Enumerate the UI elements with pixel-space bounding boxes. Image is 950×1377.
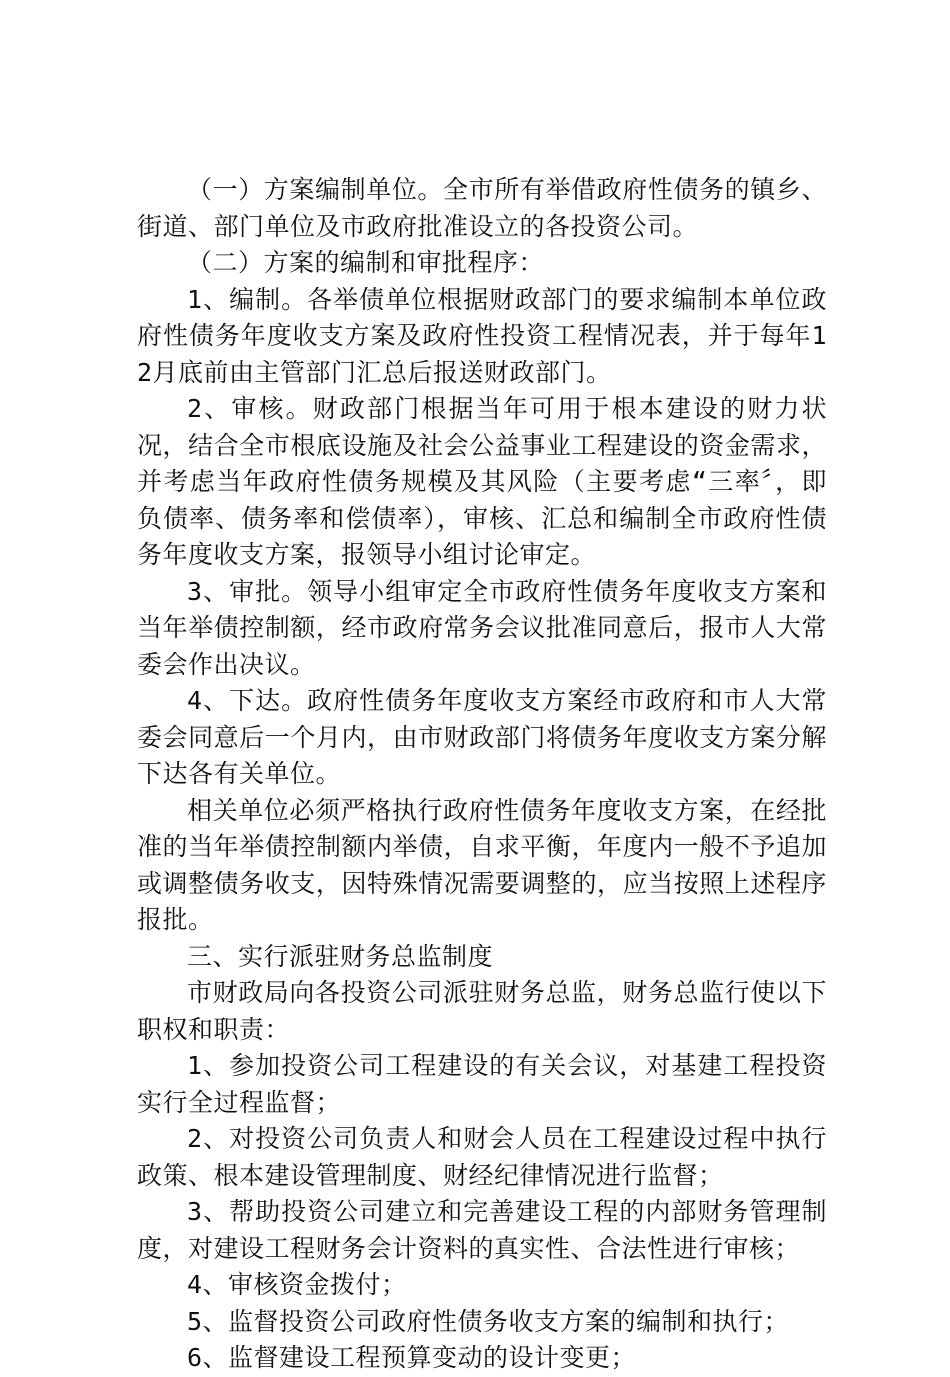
paragraph-execution: 相关单位必须严格执行政府性债务年度收支方案，在经批准的当年举债控制额内举债，自求平衡，年度内一般不予追加或调整债务收支，因特殊情况需要调整的，应当按照上述程序报批。: [137, 795, 827, 934]
document-body: [137, 172, 827, 1377]
paragraph-review: 2、审核。财政部门根据当年可用于根本建设的财力状况，结合全市根底设施及社会公益事业工程建设的资金需求，并考虑当年政府性债务规模及其风险（主要考虑“三率〞，即负债率、债务率和偿债率），审核、汇总和编制全市政府性债务年度收支方案，报领导小组讨论审定。: [137, 394, 827, 569]
list-item-duty-6: 6、监督建设工程预算变动的设计变更；: [187, 1343, 637, 1372]
paragraph-procedure-heading: （二）方案的编制和审批程序：: [187, 248, 545, 277]
section-heading-finance-director: 三、实行派驻财务总监制度: [187, 941, 494, 971]
list-item-duty-4: 4、审核资金拨付；: [187, 1270, 407, 1299]
paragraph-compile: 1、编制。各举债单位根据财政部门的要求编制本单位政府性债务年度收支方案及政府性投资工程情况表，并于每年12月底前由主管部门汇总后报送财政部门。: [137, 284, 827, 387]
list-item-duty-2: 2、对投资公司负责人和财会人员在工程建设过程中执行政策、根本建设管理制度、财经纪律情况进行监督；: [137, 1124, 827, 1190]
list-item-duty-5: 5、监督投资公司政府性债务收支方案的编制和执行；: [187, 1306, 790, 1336]
list-item-duty-1: 1、参加投资公司工程建设的有关会议，对基建工程投资实行全过程监督；: [137, 1051, 827, 1117]
paragraph-director-duties: 市财政局向各投资公司派驻财务总监，财务总监行使以下职权和职责：: [137, 978, 827, 1044]
paragraph-plan-unit: （一）方案编制单位。全市所有举借政府性债务的镇乡、街道、部门单位及市政府批准设立的各投资公司。: [137, 175, 827, 241]
paragraph-issue: 4、下达。政府性债务年度收支方案经市政府和市人大常委会同意后一个月内，由市财政部门将债务年度收支方案分解下达各有关单位。: [137, 686, 827, 788]
list-item-duty-3: 3、帮助投资公司建立和完善建设工程的内部财务管理制度，对建设工程财务会计资料的真实性、合法性进行审核；: [137, 1197, 827, 1263]
paragraph-approve: 3、审批。领导小组审定全市政府性债务年度收支方案和当年举债控制额，经市政府常务会议批准同意后，报市人大常委会作出决议。: [137, 576, 827, 679]
